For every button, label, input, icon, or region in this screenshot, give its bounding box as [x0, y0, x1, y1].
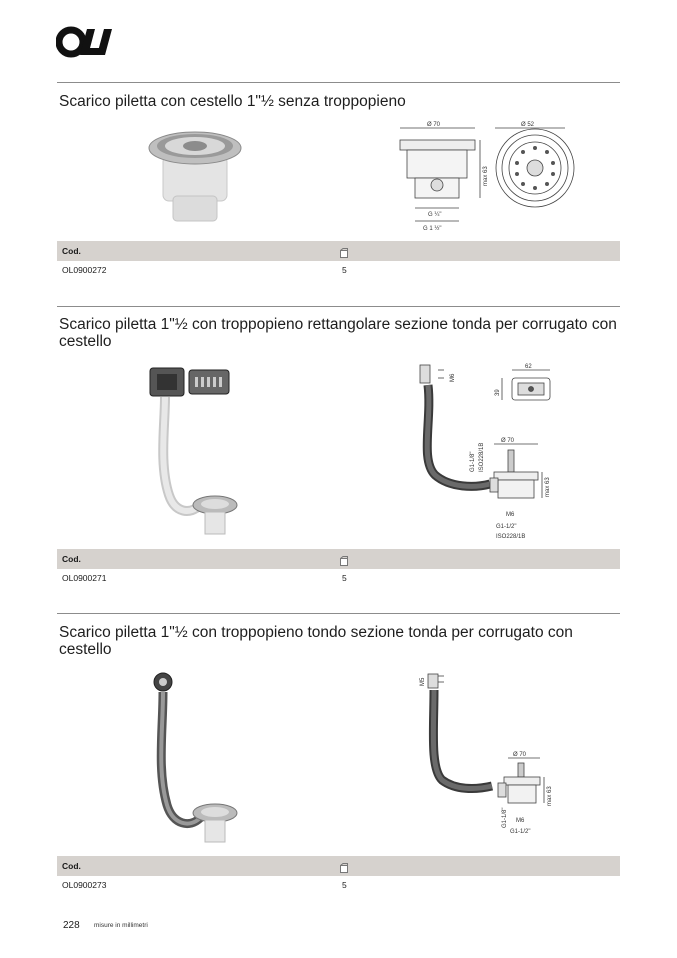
section-divider: [57, 613, 620, 614]
dim-label: Ø 70: [427, 122, 441, 128]
package-icon: [340, 245, 348, 263]
code-column-header: Cod.: [62, 246, 81, 256]
dim-label: ISO228/1B: [479, 442, 485, 472]
product-photo: [145, 670, 245, 855]
product-code: OL0900271: [62, 573, 107, 583]
table-row: [57, 877, 620, 893]
dim-label: M6: [516, 818, 525, 824]
technical-drawing: [410, 668, 560, 845]
table-header: [57, 549, 620, 569]
section-divider: [57, 82, 620, 83]
technical-drawing: [410, 360, 560, 550]
dim-label: Ø 52: [521, 122, 535, 128]
table-row: [57, 262, 620, 278]
package-icon: [340, 860, 348, 878]
dim-label: M6: [450, 373, 456, 382]
table-header: [57, 241, 620, 261]
product-code: OL0900273: [62, 880, 107, 890]
section-divider: [57, 306, 620, 307]
dim-label: max 63: [483, 166, 489, 186]
dim-label: G1-1/8": [502, 807, 508, 828]
product-photo: [145, 365, 245, 545]
package-quantity: 5: [342, 573, 347, 583]
package-quantity: 5: [342, 880, 347, 890]
product-title: Scarico piletta con cestello 1"½ senza troppopieno: [59, 93, 406, 110]
dim-label: max 63: [547, 786, 553, 806]
product-title: Scarico piletta 1"½ con troppopieno rettangolare sezione tonda per corrugato con cestello: [59, 316, 617, 350]
technical-drawing: [395, 118, 575, 243]
dim-label: M6: [506, 512, 515, 518]
code-column-header: Cod.: [62, 554, 81, 564]
code-column-header: Cod.: [62, 861, 81, 871]
dim-label: max 63: [545, 477, 551, 497]
dim-label: G 1 ½": [423, 226, 442, 232]
dim-label: G ¼": [428, 212, 442, 218]
page-number: 228: [63, 920, 80, 931]
dim-label: Ø 70: [513, 752, 527, 758]
dim-label: G1-1/2": [496, 524, 517, 530]
package-icon: [340, 553, 348, 571]
table-row: [57, 570, 620, 586]
dim-label: 39: [495, 389, 501, 396]
product-photo: [145, 126, 245, 231]
product-title: Scarico piletta 1"½ con troppopieno tondo sezione tonda per corrugato con cestello: [59, 624, 573, 658]
package-quantity: 5: [342, 265, 347, 275]
table-header: [57, 856, 620, 876]
dim-label: 62: [525, 364, 532, 370]
dim-label: G1-1/8": [470, 451, 476, 472]
dim-label: M5: [420, 677, 426, 686]
units-note: misure in millimetri: [94, 922, 148, 929]
brand-logo: [56, 26, 126, 63]
dim-label: Ø 70: [501, 438, 515, 444]
dim-label: ISO228/1B: [496, 534, 526, 540]
product-code: OL0900272: [62, 265, 107, 275]
dim-label: G1-1/2": [510, 829, 531, 835]
